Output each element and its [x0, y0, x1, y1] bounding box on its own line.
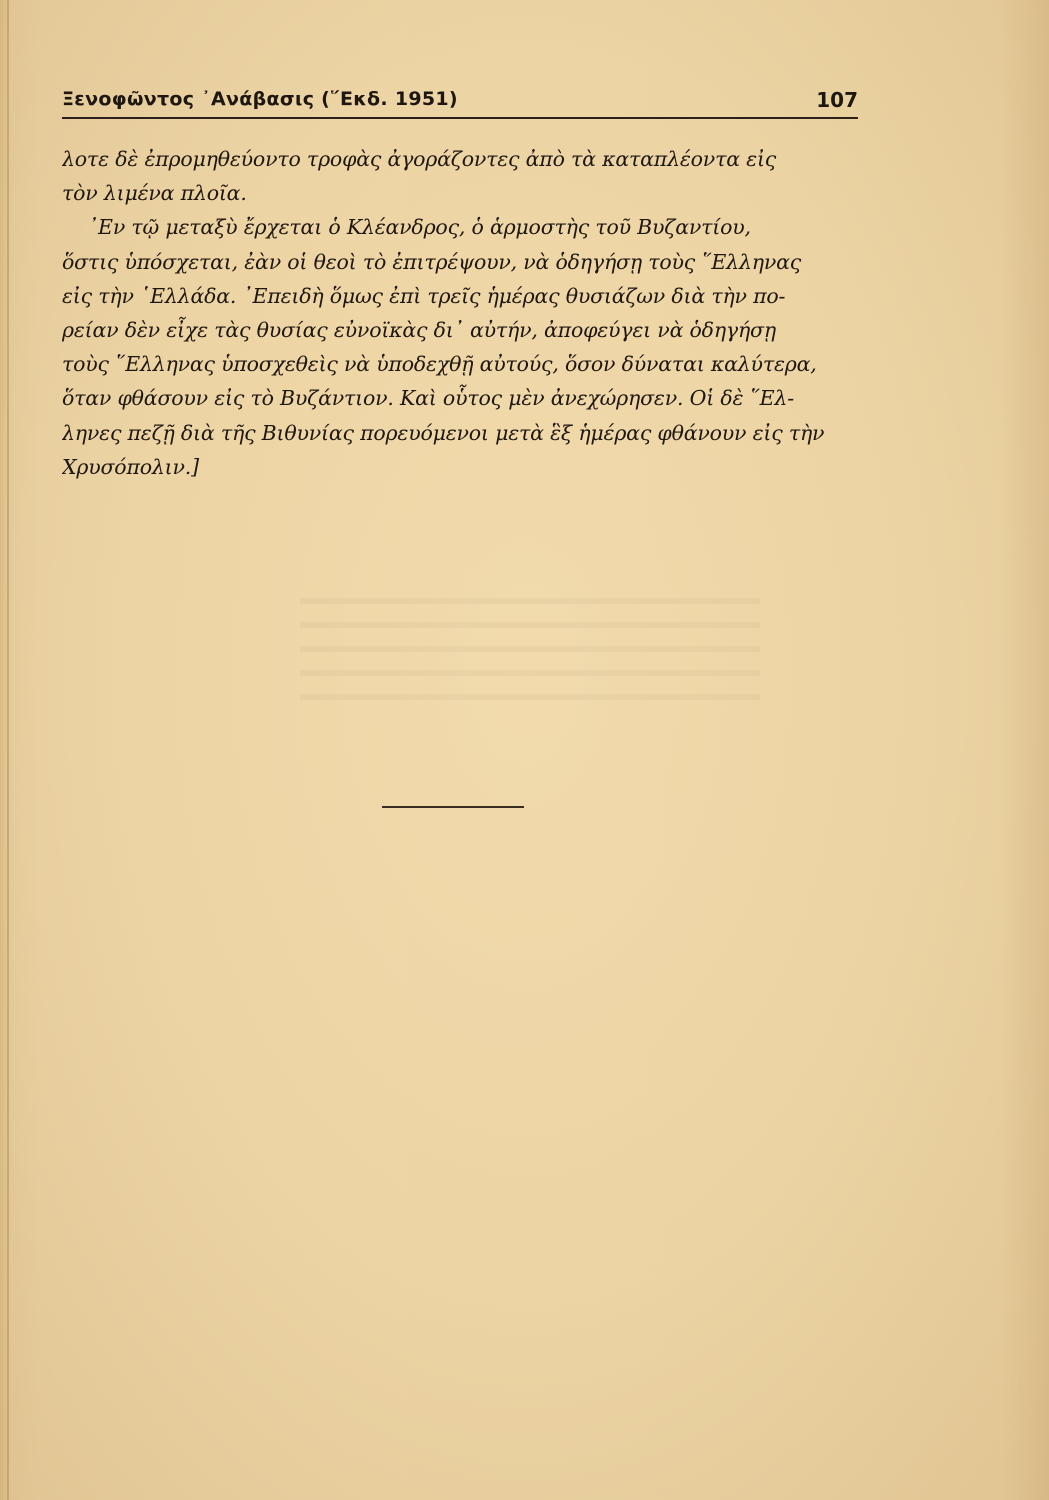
header-rule: [62, 117, 858, 119]
text-line: εἰς τὴν ῾Ελλάδα. ᾿Επειδὴ ὅμως ἐπὶ τρεῖς ἡμέρας θυσιάζων διὰ τὴν πο-: [62, 283, 786, 308]
page-edge-shadow: [7, 0, 9, 1500]
body-text: [62, 142, 862, 484]
bleed-through-text: [300, 590, 760, 700]
text-line: ρείαν δὲν εἶχε τὰς θυσίας εὐνοϊκὰς δι᾿ αὐτήν, ἀποφεύγει νὰ ὁδηγήσῃ: [62, 317, 776, 342]
text-line: ὅστις ὑπόσχεται, ἐὰν οἱ θεοὶ τὸ ἐπιτρέψουν, νὰ ὁδηγήσῃ τοὺς ῞Ελληνας: [62, 249, 802, 274]
running-header-title: Ξενοφῶντος ᾿Ανάβασις (῞Εκδ. 1951): [62, 88, 458, 110]
text-line: ᾿Εν τῷ μεταξὺ ἔρχεται ὁ Κλέανδρος, ὁ ἁρμοστὴς τοῦ Βυζαντίου,: [88, 215, 751, 240]
page-number: 107: [816, 88, 858, 112]
text-line: Χρυσόπολιν.]: [62, 454, 199, 479]
text-line: λοτε δὲ ἐπρομηθεύοντο τροφὰς ἀγοράζοντες ἀπὸ τὰ καταπλέοντα εἰς: [62, 147, 777, 171]
section-end-rule: [382, 806, 524, 808]
text-line: τοὺς ῞Ελληνας ὑποσχεθεὶς νὰ ὑποδεχθῇ αὐτούς, ὅσον δύναται καλύτερα,: [62, 352, 817, 377]
text-line: ὅταν φθάσουν εἰς τὸ Βυζάντιον. Καὶ οὗτος μὲν ἀνεχώρησεν. Οἱ δὲ ῞Ελ-: [62, 386, 794, 411]
text-line: τὸν λιμένα πλοῖα.: [62, 181, 247, 206]
running-header: [62, 88, 858, 116]
text-line: ληνες πεζῇ διὰ τῆς Βιθυνίας πορευόμενοι μετὰ ἓξ ἡμέρας φθάνουν εἰς τὴν: [62, 420, 825, 445]
